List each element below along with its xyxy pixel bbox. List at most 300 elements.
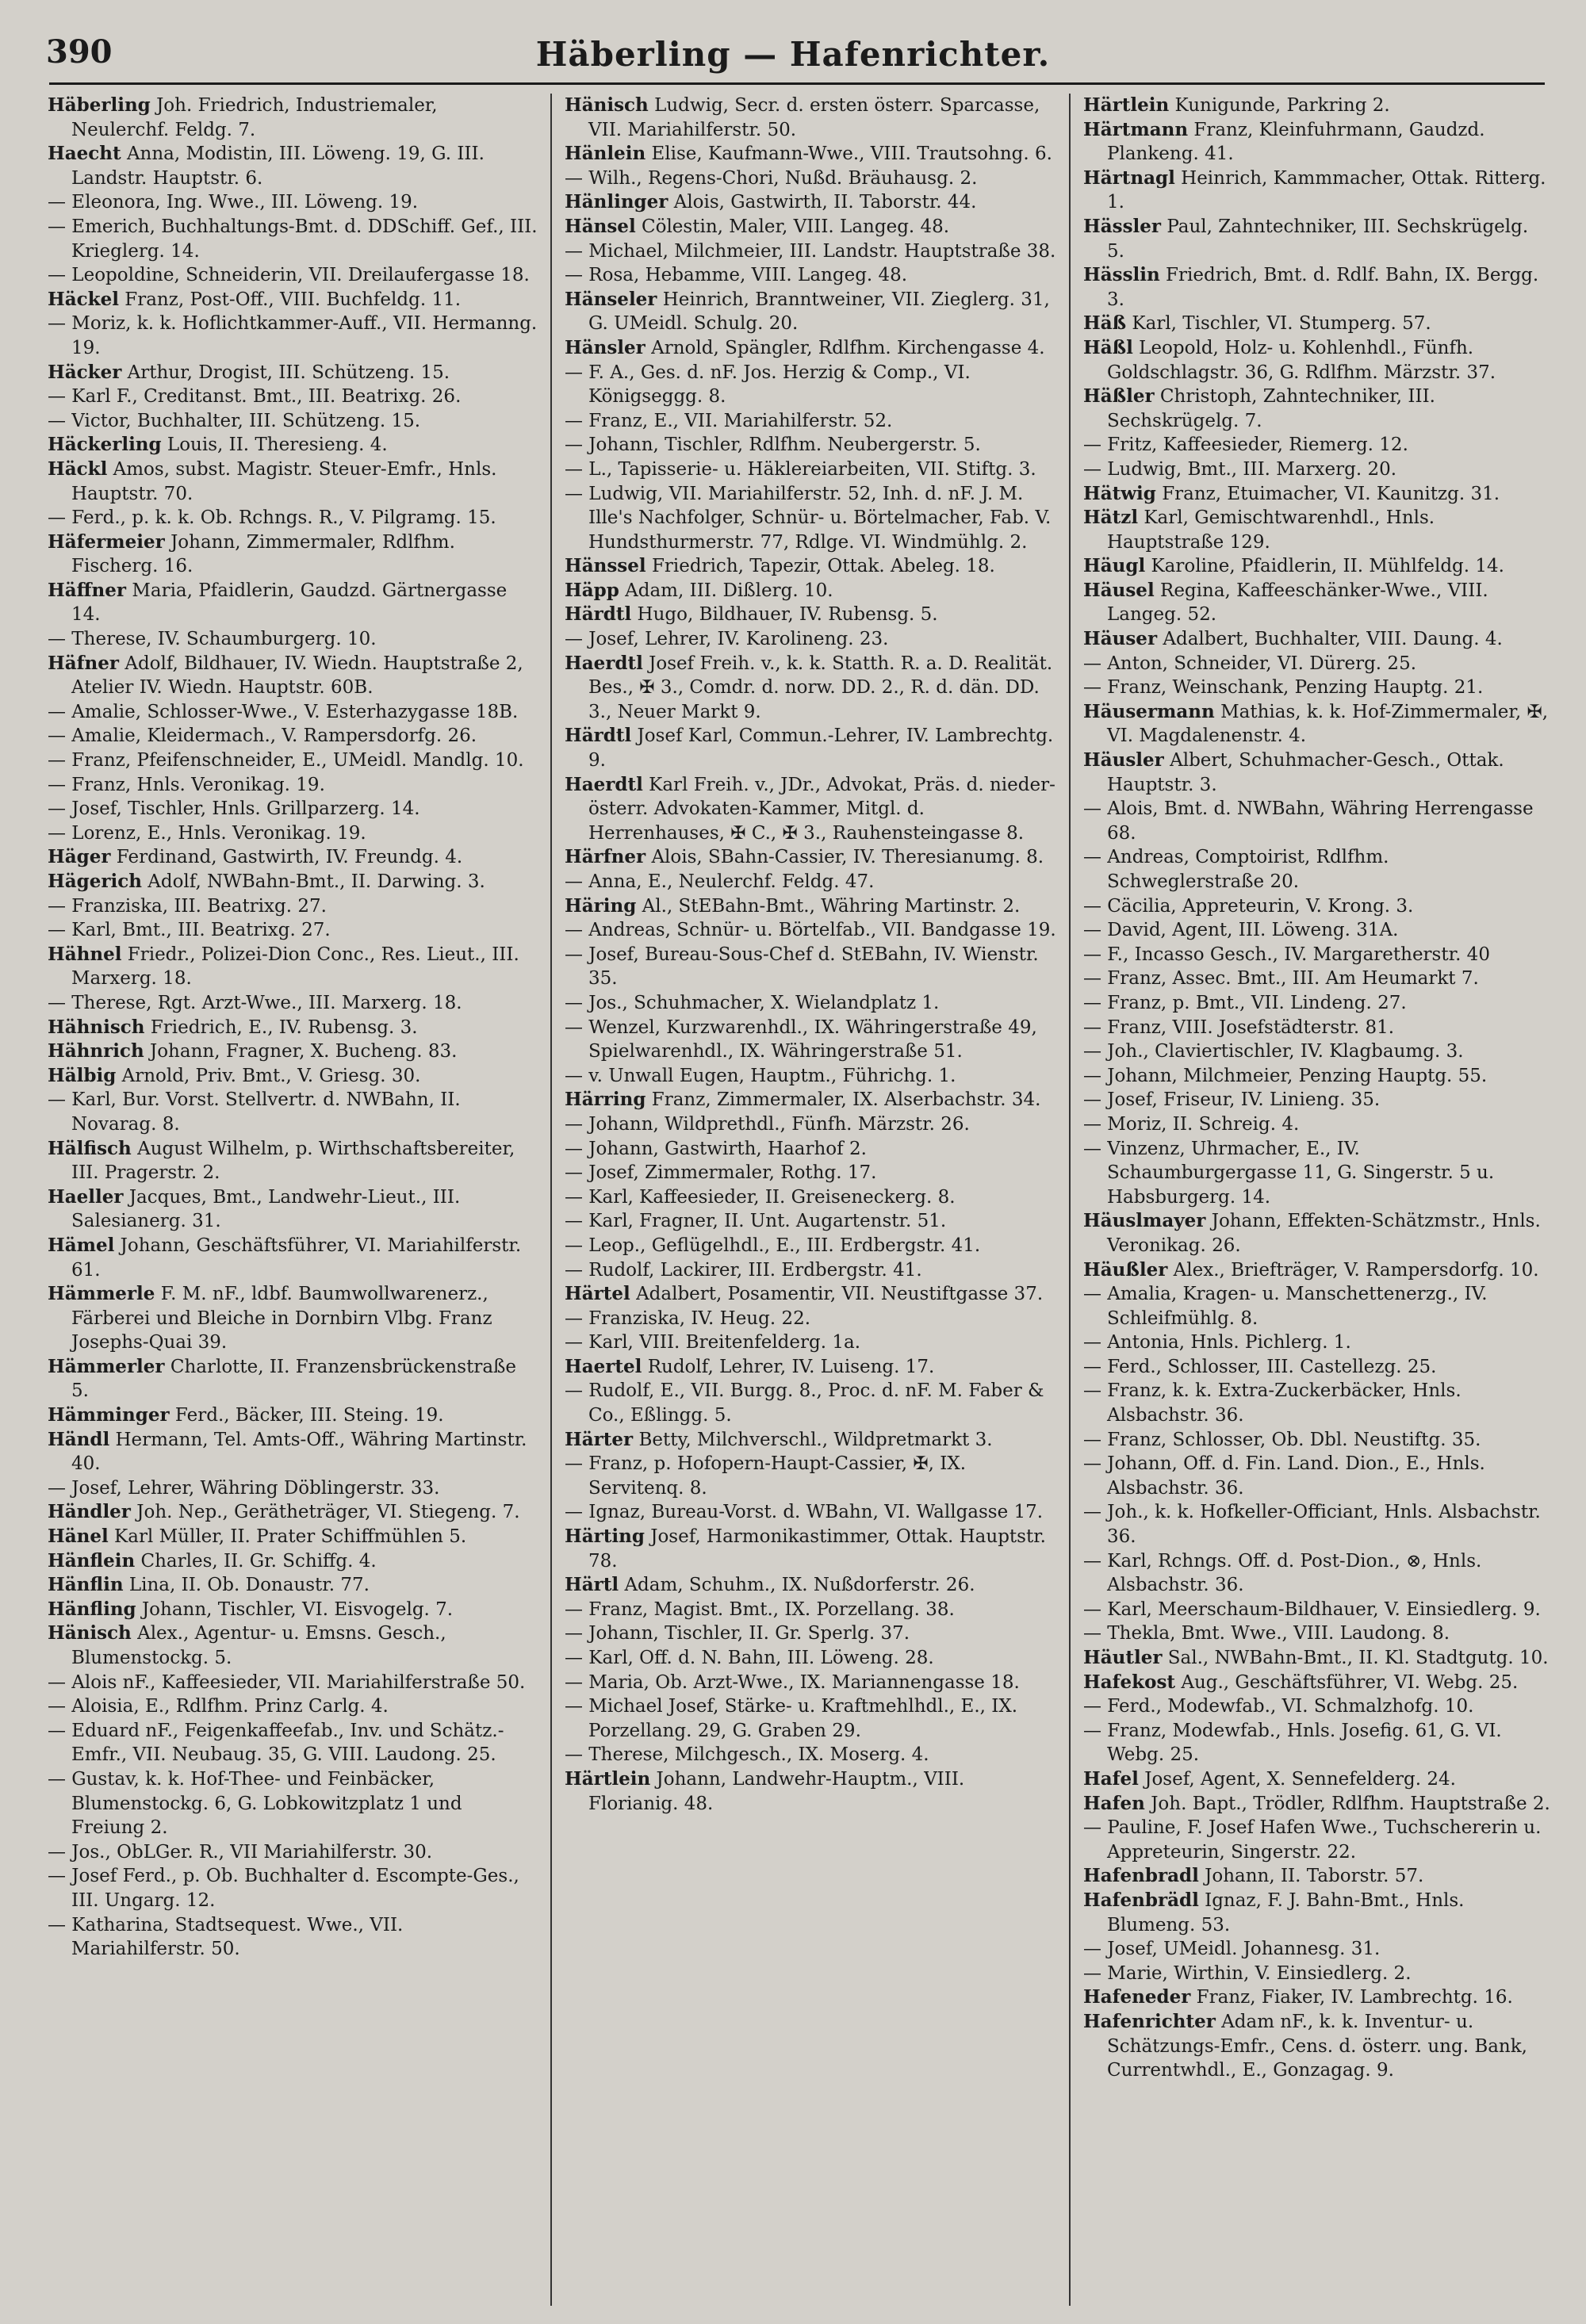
entry-text: Josef Karl, Commun.-Lehrer, IV. Lambrechtg. 9. [588,726,1054,771]
directory-entry [1083,1039,1551,1064]
entry-text: Adolf, NWBahn-Bmt., II. Darwing. 3. [147,871,485,892]
directory-entry [565,1307,1056,1331]
entry-text: — Josef, Lehrer, Währing Döblingerstr. 33. [48,1477,440,1499]
column-divider [1069,94,1071,2306]
entry-text: Ignaz, F. J. Bahn-Bmt., Hnls. Blumeng. 53. [1107,1889,1465,1935]
directory-entry [565,627,1056,652]
directory-entry [1083,1937,1551,1962]
directory-entry [1083,1646,1551,1671]
directory-entry [1083,845,1551,894]
directory-entry [565,870,1056,894]
entry-text: F. M. nF., ldbf. Baumwollwarenerz., Färberei und Bleiche in Dornbirn Vlbg. Franz Josephs-Quai 39. [71,1284,492,1353]
directory-entry [48,943,538,991]
directory-entry [48,409,538,434]
entry-text: Alois, Gastwirth, II. Taborstr. 44. [673,192,977,213]
directory-entry [1083,700,1551,749]
directory-entry [565,1500,1056,1525]
entry-text: Hugo, Bildhauer, IV. Rubensg. 5. [637,604,938,626]
directory-entry [565,554,1056,579]
entry-text: Josef Freih. v., k. k. Statth. R. a. D. Realität. Bes., ✠ 3., Comdr. d. norw. DD. 2., R. d. dän. DD. 3., Neuer Markt 9. [588,653,1053,722]
directory-entry [48,1525,538,1549]
entry-surname: Hänisch [565,94,649,116]
directory-entry [48,1500,538,1525]
entry-surname: Händl [48,1428,110,1450]
directory-entry [1083,1864,1551,1889]
directory-entry [1083,1282,1551,1330]
directory-entry [1083,627,1551,652]
entry-text: — Karl, Fragner, II. Unt. Augartenstr. 51. [565,1211,947,1232]
directory-entry [1083,797,1551,845]
entry-surname: Hänlinger [565,191,668,213]
entry-text: — Anton, Schneider, VI. Dürerg. 25. [1083,653,1417,674]
entry-text: — Ludwig, VII. Mariahilferstr. 52, Inh. d. nF. J. M. Ille's Nachfolger, Schnür- u. Börtelmacher, Fab. V. Hundsthurmerstr. 77, Rdlge. VI. Windmühlg. 2. [565,483,1052,553]
entry-text: Adalbert, Buchhalter, VIII. Daung. 4. [1163,629,1503,650]
entry-text: — Josef, Tischler, Hnls. Grillparzerg. 14. [48,798,420,820]
entry-text: Johann, Landwehr-Hauptm., VIII. Florianig. 48. [588,1768,965,1814]
entry-text: Johann, Geschäftsführer, VI. Mariahilferstr. 61. [71,1235,522,1281]
entry-text: — Michael Josef, Stärke- u. Kraftmehlhdl., E., IX. Porzellang. 29, G. Graben 29. [565,1696,1018,1741]
directory-entry [565,1428,1056,1453]
entry-text: Paul, Zahntechniker, III. Sechskrügelg. 5. [1107,216,1529,262]
entry-text: — Alois nF., Kaffeesieder, VII. Mariahilferstraße 50. [48,1671,526,1693]
entry-text: — Rudolf, Lackirer, III. Erdbergstr. 41. [565,1259,922,1281]
entry-text: — Rudolf, E., VII. Burgg. 8., Proc. d. nF. M. Faber & Co., Eßlingg. 5. [565,1380,1044,1426]
entry-text: — Anna, E., Neulerchf. Feldg. 47. [565,871,875,892]
entry-text: — Maria, Ob. Arzt-Wwe., IX. Mariannengasse 18. [565,1671,1020,1693]
entry-text: — Eduard nF., Feigenkaffeefab., Inv. und Schätz.-Emfr., VII. Neubaug. 35, G. VIII. Laudong. 25. [48,1720,504,1766]
directory-entry [48,821,538,846]
directory-entry [48,190,538,215]
entry-text: Franz, Zimmermaler, IX. Alserbachstr. 34. [651,1089,1041,1111]
entry-surname: Hähnel [48,943,122,965]
directory-entry [565,94,1056,142]
entry-surname: Häugl [1083,555,1146,577]
entry-text: Ludwig, Secr. d. ersten österr. Sparcasse, VII. Mariahilferstr. 50. [588,95,1040,140]
directory-entry [565,1161,1056,1185]
directory-entry [48,1088,538,1136]
entry-text: — F., Incasso Gesch., IV. Margaretherstr. 40 [1083,944,1490,965]
entry-surname: Häberling [48,94,151,116]
directory-entry [48,1719,538,1767]
directory-entry [48,361,538,385]
directory-entry [1083,1258,1551,1283]
entry-text: Amos, subst. Magistr. Steuer-Emfr., Hnls. Hauptstr. 70. [71,458,497,504]
directory-entry [48,700,538,725]
entry-text: Louis, II. Theresieng. 4. [167,435,388,456]
entry-surname: Haeller [48,1185,124,1208]
entry-surname: Haertel [565,1355,642,1377]
entry-text: Joh. Bapt., Trödler, Rdlfhm. Hauptstraße 2. [1151,1793,1550,1814]
entry-text: Cölestin, Maler, VIII. Langeg. 48. [642,216,950,237]
entry-text: — Franz, Pfeifenschneider, E., UMeidl. Mandlg. 10. [48,750,524,771]
entry-text: — Emerich, Buchhaltungs-Bmt. d. DDSchiff. Gef., III. Krieglerg. 14. [48,216,538,262]
directory-entry [48,1137,538,1185]
entry-text: Karl Freih. v., JDr., Advokat, Präs. d. nieder-österr. Advokaten-Kammer, Mitgl. d. Herrenhauses, ✠ C., ✠ 3., Rauhensteingasse 8. [588,774,1055,844]
directory-entry [1083,676,1551,700]
column-2 [565,94,1056,2306]
entry-text: — Franz, Magist. Bmt., IX. Porzellang. 38. [565,1598,955,1620]
directory-entry [1083,943,1551,967]
entry-text: — Karl, Rchngs. Off. d. Post-Dion., ⊗, Hnls. Alsbachstr. 36. [1083,1550,1482,1596]
column-1 [48,94,538,2306]
directory-entry [1083,579,1551,627]
directory-entry [565,1088,1056,1112]
entry-text: — Franz, k. k. Extra-Zuckerbäcker, Hnls. Alsbachstr. 36. [1083,1380,1461,1426]
entry-text: Franz, Etuimacher, VI. Kaunitzg. 31. [1162,483,1500,504]
entry-text: — Johann, Gastwirth, Haarhof 2. [565,1138,867,1159]
entry-text: — Josef, UMeidl. Johannesg. 31. [1083,1939,1381,1960]
entry-text: Albert, Schuhmacher-Gesch., Ottak. Hauptstr. 3. [1107,750,1504,795]
entry-text: Karoline, Pfaidlerin, II. Mühlfeldg. 14. [1151,556,1504,577]
directory-entry [565,1234,1056,1258]
directory-entry [565,845,1056,870]
entry-text: Joh. Nep., Gerätheträger, VI. Stiegeng. 7. [136,1502,520,1523]
entry-surname: Hänel [48,1526,109,1548]
entry-surname: Haerdtl [565,773,643,795]
entry-surname: Häckl [48,458,108,480]
directory-entry [565,991,1056,1016]
entry-text: Friedrich, E., IV. Rubensg. 3. [150,1017,418,1038]
entry-text: — Franz, Hnls. Veronikag. 19. [48,774,325,795]
entry-text: Josef, Harmonikastimmer, Ottak. Hauptstr. 78. [588,1526,1046,1572]
entry-text: Al., StEBahn-Bmt., Währing Martinstr. 2. [642,895,1021,917]
directory-entry [1083,652,1551,676]
entry-text: — Jos., Schuhmacher, X. Wielandplatz 1. [565,992,940,1013]
directory-entry [1083,1428,1551,1453]
entry-text: — Katharina, Stadtsequest. Wwe., VII. Mariahilferstr. 50. [48,1914,404,1960]
entry-surname: Hämminger [48,1404,170,1426]
directory-entry [48,1355,538,1403]
entry-surname: Hämel [48,1234,115,1256]
entry-surname: Hänfling [48,1598,136,1620]
entry-text: — Johann, Tischler, Rdlfhm. Neubergerstr. 5. [565,435,981,456]
entry-surname: Härring [565,1089,646,1111]
directory-entry [1083,1962,1551,1986]
directory-entry [48,894,538,919]
directory-entry [1083,1330,1551,1355]
directory-entry [1083,167,1551,215]
entry-text: Leopold, Holz- u. Kohlenhdl., Fünfh. Goldschlagstr. 36, G. Rdlfhm. Märzstr. 37. [1107,337,1496,383]
entry-text: Maria, Pfaidlerin, Gaudzd. Gärtnergasse 14. [71,580,508,626]
entry-surname: Hänseler [565,288,657,310]
directory-entry [1083,1379,1551,1427]
directory-entry [1083,1452,1551,1500]
entry-text: — Karl, VIII. Breitenfelderg. 1a. [565,1332,861,1353]
entry-text: Friedrich, Bmt. d. Rdlf. Bahn, IX. Bergg. 3. [1107,265,1539,310]
directory-entry [48,288,538,312]
entry-text: — Karl, Kaffeesieder, II. Greiseneckerg. 8. [565,1186,956,1208]
entry-text: Charles, II. Gr. Schiffg. 4. [140,1550,377,1572]
directory-entry [48,1476,538,1501]
directory-entry [565,1694,1056,1743]
directory-entry [48,530,538,579]
directory-entry [1083,1064,1551,1089]
entry-text: — Franz, p. Bmt., VII. Lindeng. 27. [1083,992,1407,1013]
entry-surname: Hafenrichter [1083,2010,1216,2032]
directory-entry [565,1525,1056,1573]
directory-entry [565,943,1056,991]
directory-entry [565,1330,1056,1355]
directory-entry [1083,385,1551,433]
directory-entry [1083,991,1551,1016]
directory-entry [1083,1889,1551,1937]
directory-entry [1083,749,1551,797]
entry-surname: Häckel [48,288,119,310]
entry-surname: Hätzl [1083,507,1139,529]
entry-text: — Joh., Claviertischler, IV. Klagbaumg. 3. [1083,1041,1464,1062]
page-number: 390 [46,33,113,71]
entry-text: Heinrich, Kammmacher, Ottak. Ritterg. 1. [1107,167,1546,213]
entry-text: — Amalie, Kleidermach., V. Rampersdorfg. 26. [48,726,477,747]
directory-entry [565,1016,1056,1064]
entry-text: — Franz, p. Hofopern-Haupt-Cassier, ✠, IX. Servitenq. 8. [565,1453,967,1499]
entry-surname: Hässler [1083,215,1162,237]
entry-text: Hermann, Tel. Amts-Off., Währing Martinstr. 40. [71,1429,527,1475]
directory-entry [565,1452,1056,1500]
directory-entry [1083,967,1551,991]
entry-text: — Josef, Lehrer, IV. Karolineng. 23. [565,629,889,650]
entry-text: Alex., Briefträger, V. Rampersdorfg. 10. [1173,1259,1539,1281]
entry-text: Adalbert, Posamentir, VII. Neustiftgasse 37. [636,1284,1044,1305]
entry-text: — Johann, Wildprethdl., Fünfh. Märzstr. 26. [565,1113,970,1135]
entry-text: — Ferd., Schlosser, III. Castellezg. 25. [1083,1356,1437,1377]
directory-entry [565,1258,1056,1283]
entry-text: Joh. Friedrich, Industriemaler, Neulerchf. Feldg. 7. [71,95,438,140]
directory-entry [48,1039,538,1064]
directory-entry [48,1185,538,1234]
entry-text: — v. Unwall Eugen, Hauptm., Führichg. 1. [565,1065,956,1086]
entry-text: — Moriz, k. k. Hoflichtkammer-Auff., VII. Hermanng. 19. [48,313,538,358]
directory-entry [48,1598,538,1622]
directory-entry [565,142,1056,167]
entry-text: — Leopoldine, Schneiderin, VII. Dreilaufergasse 18. [48,265,530,286]
entry-text: Alex., Agentur- u. Emsns. Gesch., Blumenstockg. 5. [71,1623,446,1668]
entry-text: Anna, Modistin, III. Löweng. 19, G. III. Landstr. Hauptstr. 6. [71,144,485,189]
directory-entry [48,433,538,458]
entry-text: Adolf, Bildhauer, IV. Wiedn. Hauptstraße 2, Atelier IV. Wiedn. Hauptstr. 60B. [71,653,523,699]
directory-entry [48,1549,538,1574]
entry-text: Mathias, k. k. Hof-Zimmermaler, ✠, VI. Magdalenenstr. 4. [1107,701,1549,747]
entry-text: — Andreas, Schnür- u. Börtelfab., VII. Bandgasse 19. [565,920,1056,941]
directory-entry [565,1743,1056,1767]
entry-text: Lina, II. Ob. Donaustr. 77. [128,1575,370,1596]
directory-entry [565,239,1056,264]
directory-entry [565,918,1056,943]
directory-entry [48,1573,538,1598]
entry-surname: Häusler [1083,749,1164,771]
entry-surname: Händler [48,1501,131,1523]
directory-entry [1083,215,1551,263]
entry-surname: Hämmerle [48,1283,155,1305]
entry-surname: Häfner [48,652,120,674]
entry-text: — Ignaz, Bureau-Vorst. d. WBahn, VI. Wallgasse 17. [565,1502,1044,1523]
entry-surname: Hafel [1083,1767,1139,1790]
entry-text: — Pauline, F. Josef Hafen Wwe., Tuchschererin u. Appreteurin, Singerstr. 22. [1083,1817,1542,1863]
directory-entry [1083,1792,1551,1817]
directory-entry [48,1840,538,1865]
entry-surname: Hähnisch [48,1016,145,1038]
entry-surname: Häger [48,846,111,868]
directory-entry [48,1016,538,1040]
entry-text: — Josef Ferd., p. Ob. Buchhalter d. Escompte-Ges., III. Ungarg. 12. [48,1866,519,1911]
directory-entry [565,894,1056,919]
directory-entry [48,1064,538,1089]
entry-text: — Karl, Bmt., III. Beatrixg. 27. [48,920,331,941]
directory-entry [565,1064,1056,1089]
entry-text: Ferdinand, Gastwirth, IV. Freundg. 4. [116,847,463,868]
directory-entry [1083,1355,1551,1380]
entry-text: — Josef, Bureau-Sous-Chef d. StEBahn, IV. Wienstr. 35. [565,944,1039,990]
entry-surname: Häuser [1083,628,1158,650]
column-3 [1083,94,1551,2306]
entry-surname: Hämmerler [48,1355,165,1377]
entry-text: Friedr., Polizei-Dion Conc., Res. Lieut., III. Marxerg. 18. [71,944,519,990]
directory-entry [48,724,538,749]
directory-entry [48,385,538,409]
entry-text: — Franz, Assec. Bmt., III. Am Heumarkt 7. [1083,968,1479,990]
entry-surname: Häpp [565,579,619,601]
entry-surname: Härtlein [565,1767,651,1790]
directory-entry [48,918,538,943]
entry-text: Adam nF., k. k. Inventur- u. Schätzungs-Emfr., Cens. d. österr. ung. Bank, Currentwhdl., E., Gonzagag. 9. [1107,2011,1527,2081]
directory-entry [565,1282,1056,1307]
entry-surname: Hälbig [48,1064,117,1086]
directory-entry [565,263,1056,288]
entry-text: — Franz, VIII. Josefstädterstr. 81. [1083,1017,1395,1038]
entry-surname: Härfner [565,846,646,868]
directory-entry [1083,1137,1551,1210]
entry-text: — Johann, Off. d. Fin. Land. Dion., E., Hnls. Alsbachstr. 36. [1083,1453,1485,1499]
entry-text: Ferd., Bäcker, III. Steing. 19. [174,1405,444,1426]
entry-text: Jacques, Bmt., Landwehr-Lieut., III. Salesianerg. 31. [71,1186,461,1232]
directory-entry [1083,94,1551,118]
directory-entry [48,458,538,506]
entry-text: — Josef, Friseur, IV. Linieng. 35. [1083,1089,1381,1111]
entry-surname: Haerdtl [565,652,643,674]
entry-text: — Lorenz, E., Hnls. Veronikag. 19. [48,822,366,844]
entry-surname: Hässlin [1083,264,1160,286]
entry-text: — Johann, Tischler, II. Gr. Sperlg. 37. [565,1623,910,1644]
directory-entry [565,1379,1056,1427]
entry-text: — Franz, Modewfab., Hnls. Josefig. 61, G. VI. Webg. 25. [1083,1720,1502,1766]
entry-surname: Härter [565,1428,634,1450]
entry-surname: Häfermeier [48,530,165,553]
entry-surname: Hänsel [565,215,636,237]
entry-text: Friedrich, Tapezir, Ottak. Abeleg. 18. [651,556,995,577]
entry-surname: Hafen [1083,1792,1145,1814]
entry-surname: Häutler [1083,1647,1163,1668]
entry-surname: Hähnrich [48,1040,144,1062]
directory-entry [565,336,1056,361]
entry-surname: Häßler [1083,385,1155,408]
entry-text: August Wilhelm, p. Wirthschaftsbereiter, III. Pragerstr. 2. [71,1138,515,1184]
directory-entry [1083,1719,1551,1767]
entry-text: — Moriz, II. Schreig. 4. [1083,1113,1300,1135]
entry-surname: Hätwig [1083,482,1156,504]
directory-entry [565,458,1056,482]
entry-surname: Hänisch [48,1622,132,1644]
directory-entry [48,1428,538,1476]
entry-surname: Hänssel [565,555,646,577]
directory-entry [565,190,1056,215]
entry-surname: Hänflin [48,1574,124,1596]
entry-text: — Josef, Zimmermaler, Rothg. 17. [565,1162,877,1184]
directory-entry [565,482,1056,555]
directory-entry [48,215,538,263]
directory-entry [565,773,1056,846]
directory-entry [48,1234,538,1282]
entry-surname: Härdtl [565,725,632,747]
directory-entry [565,1598,1056,1622]
entry-text: Karl, Gemischtwarenhdl., Hnls. Hauptstraße 129. [1107,507,1435,553]
directory-entry [1083,1621,1551,1646]
entry-text: Regina, Kaffeeschänker-Wwe., VIII. Langeg. 52. [1107,580,1488,626]
entry-text: — Joh., k. k. Hofkeller-Officiant, Hnls. Alsbachstr. 36. [1083,1502,1541,1548]
directory-entry [565,1573,1056,1598]
directory-entry [48,1694,538,1719]
entry-text: — Amalie, Schlosser-Wwe., V. Esterhazygasse 18B. [48,701,519,722]
entry-text: — Aloisia, E., Rdlfhm. Prinz Carlg. 4. [48,1696,389,1717]
directory-entry [565,1185,1056,1210]
entry-surname: Häusermann [1083,700,1215,722]
entry-text: — Victor, Buchhalter, III. Schützeng. 15. [48,410,421,431]
entry-surname: Härtl [565,1574,619,1596]
column-divider [550,94,552,2306]
entry-text: — Cäcilia, Appreteurin, V. Krong. 3. [1083,895,1414,917]
directory-entry [565,288,1056,336]
entry-text: Adam, III. Dißlerg. 10. [625,580,833,601]
directory-entry [48,579,538,627]
entry-text: — Jos., ObLGer. R., VII Mariahilferstr. 30. [48,1841,433,1863]
directory-entry [48,94,538,142]
directory-entry [565,1209,1056,1234]
entry-surname: Häcker [48,361,122,383]
directory-entry [48,652,538,700]
entry-text: — Ludwig, Bmt., III. Marxerg. 20. [1083,458,1397,480]
directory-entry [1083,1767,1551,1792]
entry-surname: Häß [1083,312,1127,335]
directory-entry [48,506,538,530]
directory-entry [565,652,1056,725]
entry-text: — Leop., Geflügelhdl., E., III. Erdbergstr. 41. [565,1235,981,1256]
entry-text: — Michael, Milchmeier, III. Landstr. Hauptstraße 38. [565,240,1056,262]
entry-text: Franz, Post-Off., VIII. Buchfeldg. 11. [125,289,462,310]
entry-text: Johann, Zimmermaler, Rdlfhm. Fischerg. 16. [71,531,455,577]
header-rule [49,82,1545,85]
entry-surname: Hänsler [565,336,646,358]
directory-entry [48,773,538,798]
entry-surname: Härtnagl [1083,167,1175,189]
entry-text: Arnold, Spängler, Rdlfhm. Kirchengasse 4. [651,337,1045,358]
entry-surname: Hafeneder [1083,1986,1191,2008]
directory-entry [1083,1088,1551,1112]
entry-text: — Antonia, Hnls. Pichlerg. 1. [1083,1332,1351,1353]
directory-entry [1083,1816,1551,1864]
directory-entry [565,724,1056,772]
directory-entry [565,215,1056,239]
directory-entry [1083,263,1551,312]
entry-text: — Therese, IV. Schaumburgerg. 10. [48,629,377,650]
entry-text: — Eleonora, Ing. Wwe., III. Löweng. 19. [48,192,419,213]
entry-surname: Haecht [48,143,121,165]
directory-entry [1083,554,1551,579]
entry-text: — Franziska, IV. Heug. 22. [565,1307,811,1329]
directory-entry [48,1671,538,1695]
directory-entry [565,1137,1056,1162]
directory-entry [1083,482,1551,507]
entry-surname: Häckerling [48,434,162,456]
running-head: Häberling — Hafenrichter. [535,35,1051,74]
